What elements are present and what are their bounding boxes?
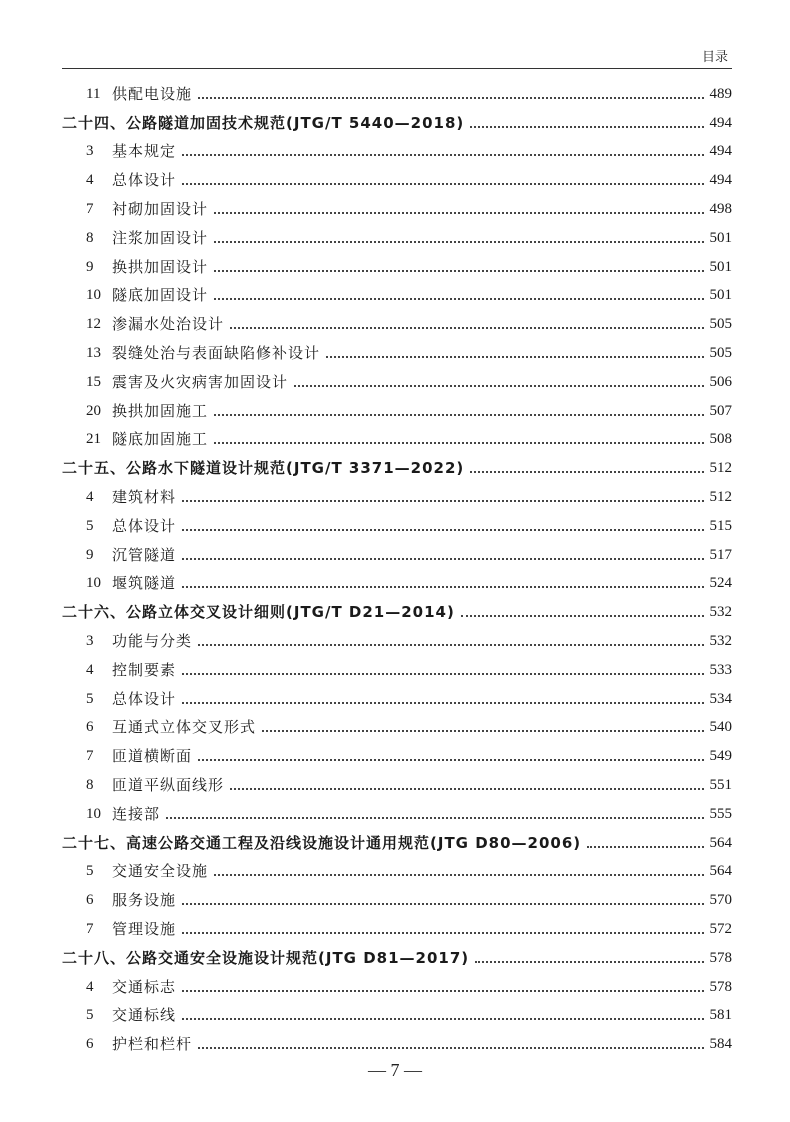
toc-entry-title: 交通安全设施	[112, 862, 209, 881]
toc-subsection-entry[interactable]	[62, 368, 732, 397]
toc-section-entry[interactable]	[62, 944, 732, 973]
toc-entry-title: 换拱加固设计	[112, 257, 209, 276]
toc-entry-title: 换拱加固施工	[112, 401, 209, 420]
dot-leader	[326, 355, 703, 358]
toc-entry-page: 570	[709, 892, 732, 909]
toc-subsection-entry[interactable]	[62, 195, 732, 224]
toc-entry-number: 7	[86, 748, 94, 765]
toc-entry-page: 572	[709, 921, 732, 937]
dot-leader	[182, 672, 703, 675]
dot-leader	[182, 931, 703, 934]
toc-entry-title: 隧底加固设计	[112, 286, 209, 305]
dot-leader	[182, 585, 703, 588]
toc-entry-number: 21	[86, 431, 101, 448]
toc-entry-number: 5	[86, 863, 94, 880]
toc-subsection-entry[interactable]	[62, 166, 732, 195]
toc-entry-title: 裂缝处治与表面缺陷修补设计	[112, 344, 321, 363]
toc-entry-page: 498	[709, 201, 732, 218]
toc-entry-number: 3	[86, 143, 94, 160]
toc-entry-title: 护栏和栏杆	[112, 1035, 193, 1054]
toc-entry-title: 连接部	[112, 804, 161, 823]
dot-leader	[461, 614, 704, 617]
toc-subsection-entry[interactable]	[62, 742, 732, 771]
toc-entry-title: 服务设施	[112, 891, 177, 910]
toc-subsection-entry[interactable]	[62, 570, 732, 599]
header-rule	[62, 68, 732, 69]
toc-entry-page: 581	[709, 1007, 732, 1024]
toc-entry-title: 总体设计	[112, 689, 177, 708]
toc-entry-page: 578	[709, 949, 732, 966]
dot-leader	[214, 269, 703, 272]
toc-entry-page: 517	[709, 546, 732, 563]
toc-section-entry[interactable]	[62, 598, 732, 627]
dot-leader	[214, 413, 703, 416]
toc-entry-page: 505	[709, 345, 732, 362]
toc-entry-page: 564	[709, 834, 732, 851]
dot-leader	[182, 701, 703, 704]
toc-entry-page: 532	[709, 633, 732, 650]
toc-subsection-entry[interactable]	[62, 224, 732, 253]
toc-entry-title: 衬砌加固设计	[112, 200, 209, 219]
toc-entry-title: 互通式立体交叉形式	[112, 718, 257, 737]
toc-entry-page: 494	[709, 143, 732, 160]
toc-entry-number: 10	[86, 575, 101, 592]
toc-entry-page: 501	[709, 287, 732, 304]
toc-entry-number: 11	[86, 85, 101, 102]
toc-entry-title: 注浆加固设计	[112, 228, 209, 247]
dot-leader	[470, 125, 703, 128]
dot-leader	[182, 153, 703, 156]
toc-entry-page: 584	[709, 1036, 732, 1053]
toc-subsection-entry[interactable]	[62, 310, 732, 339]
dot-leader	[214, 873, 703, 876]
toc-entry-page: 505	[709, 316, 732, 333]
dot-leader	[182, 902, 703, 905]
dot-leader	[182, 499, 703, 502]
dot-leader	[214, 297, 703, 300]
toc-entry-number: 7	[86, 201, 94, 218]
dot-leader	[198, 96, 703, 99]
toc-entry-title: 供配电设施	[112, 84, 193, 103]
toc-entry-page: 533	[709, 661, 732, 678]
dot-leader	[475, 960, 703, 963]
toc-entry-page: 507	[709, 402, 732, 419]
toc-subsection-entry[interactable]	[62, 915, 732, 944]
toc-entry-number: 13	[86, 345, 101, 362]
dot-leader	[262, 729, 703, 732]
dot-leader	[587, 845, 703, 848]
toc-entry-title: 总体设计	[112, 516, 177, 535]
toc-subsection-entry[interactable]	[62, 253, 732, 282]
toc-entry-title: 二十五、公路水下隧道设计规范(JTG/T 3371—2022)	[62, 459, 465, 478]
toc-subsection-entry[interactable]	[62, 1030, 732, 1059]
toc-entry-title: 二十八、公路交通安全设施设计规范(JTG D81—2017)	[62, 948, 470, 967]
toc-subsection-entry[interactable]	[62, 483, 732, 512]
toc-entry-page: 532	[709, 604, 732, 621]
toc-entry-page: 512	[709, 489, 732, 506]
dot-leader	[182, 1017, 703, 1020]
toc-entry-title: 渗漏水处治设计	[112, 315, 225, 334]
dot-leader	[198, 1046, 703, 1049]
toc-subsection-entry[interactable]	[62, 627, 732, 656]
toc-entry-title: 控制要素	[112, 660, 177, 679]
toc-entry-title: 堰筑隧道	[112, 574, 177, 593]
toc-subsection-entry[interactable]	[62, 282, 732, 311]
toc-subsection-entry[interactable]	[62, 858, 732, 887]
toc-entry-number: 10	[86, 287, 101, 304]
toc-entry-page: 508	[709, 431, 732, 448]
toc-entry-page: 534	[709, 690, 732, 707]
toc-entry-title: 基本规定	[112, 142, 177, 161]
toc-section-entry[interactable]	[62, 829, 732, 858]
toc-entry-page: 564	[709, 863, 732, 880]
dot-leader	[230, 326, 703, 329]
toc-entry-title: 交通标志	[112, 977, 177, 996]
toc-entry-number: 5	[86, 1007, 94, 1024]
toc-subsection-entry[interactable]	[62, 714, 732, 743]
dot-leader	[182, 528, 703, 531]
toc-entry-number: 3	[86, 633, 94, 650]
toc-entry-number: 6	[86, 1036, 94, 1053]
dot-leader	[198, 643, 703, 646]
toc-entry-number: 15	[86, 373, 101, 390]
toc-entry-number: 4	[86, 489, 94, 506]
toc-subsection-entry[interactable]	[62, 685, 732, 714]
toc-entry-number: 4	[86, 978, 94, 995]
toc-entry-page: 578	[709, 978, 732, 995]
toc-entry-page: 549	[709, 748, 732, 765]
toc-subsection-entry[interactable]	[62, 656, 732, 685]
toc-subsection-entry[interactable]	[62, 397, 732, 426]
toc-entry-page: 506	[709, 373, 732, 390]
dot-leader	[166, 816, 703, 819]
toc-entry-page: 551	[709, 777, 732, 794]
dot-leader	[470, 470, 703, 473]
toc-entry-title: 建筑材料	[112, 488, 177, 507]
dot-leader	[230, 787, 703, 790]
toc-entry-title: 二十七、高速公路交通工程及沿线设施设计通用规范(JTG D80—2006)	[62, 833, 582, 852]
toc-subsection-entry[interactable]	[62, 138, 732, 167]
toc-entry-number: 6	[86, 719, 94, 736]
toc-entry-page: 515	[709, 517, 732, 534]
toc-entry-title: 二十六、公路立体交叉设计细则(JTG/T D21—2014)	[62, 603, 455, 622]
toc-subsection-entry[interactable]	[62, 1002, 732, 1031]
toc-subsection-entry[interactable]	[62, 973, 732, 1002]
toc-entry-title: 隧底加固施工	[112, 430, 209, 449]
page-number: — 7 —	[368, 1060, 422, 1080]
toc-entry-number: 4	[86, 661, 94, 678]
toc-entry-number: 7	[86, 921, 94, 937]
toc-entry-title: 交通标线	[112, 1006, 177, 1025]
dot-leader	[182, 557, 703, 560]
toc-entry-number: 5	[86, 690, 94, 707]
toc-entry-number: 9	[86, 258, 94, 275]
toc-subsection-entry[interactable]	[62, 800, 732, 829]
dot-leader	[182, 182, 703, 185]
toc-entry-title: 震害及火灾病害加固设计	[112, 372, 289, 391]
toc-subsection-entry[interactable]	[62, 886, 732, 915]
toc-entry-title: 匝道平纵面线形	[112, 776, 225, 795]
toc-entry-title: 沉管隧道	[112, 545, 177, 564]
toc-entry-page: 524	[709, 575, 732, 592]
toc-entry-number: 9	[86, 546, 94, 563]
toc-entry-page: 555	[709, 805, 732, 822]
dot-leader	[214, 240, 703, 243]
toc-entry-page: 540	[709, 719, 732, 736]
toc-subsection-entry[interactable]	[62, 541, 732, 570]
toc-entry-number: 8	[86, 229, 94, 246]
toc-entry-number: 8	[86, 777, 94, 794]
toc-section-entry[interactable]	[62, 454, 732, 483]
toc-entry-page: 512	[709, 460, 732, 477]
dot-leader	[294, 384, 703, 387]
dot-leader	[214, 211, 703, 214]
toc-subsection-entry[interactable]	[62, 771, 732, 800]
header-label: 目录	[701, 50, 728, 65]
toc-entry-page: 494	[709, 172, 732, 189]
toc-entry-number: 20	[86, 402, 101, 419]
toc-subsection-entry[interactable]	[62, 80, 732, 109]
toc-entry-number: 5	[86, 517, 94, 534]
toc-entry-page: 501	[709, 258, 732, 275]
toc-entry-number: 6	[86, 892, 94, 909]
toc-entry-title: 功能与分类	[112, 632, 193, 651]
toc-section-entry[interactable]	[62, 109, 732, 138]
toc-entry-title: 管理设施	[112, 920, 177, 938]
dot-leader	[214, 441, 703, 444]
table-of-contents	[62, 80, 732, 1059]
dot-leader	[198, 758, 703, 761]
toc-entry-page: 494	[709, 114, 732, 131]
dot-leader	[182, 989, 703, 992]
toc-entry-number: 10	[86, 805, 101, 822]
toc-subsection-entry[interactable]	[62, 339, 732, 368]
toc-subsection-entry[interactable]	[62, 426, 732, 455]
toc-entry-number: 12	[86, 316, 101, 333]
toc-subsection-entry[interactable]	[62, 512, 732, 541]
toc-entry-title: 匝道横断面	[112, 747, 193, 766]
toc-entry-page: 489	[709, 85, 732, 102]
toc-entry-title: 二十四、公路隧道加固技术规范(JTG/T 5440—2018)	[62, 113, 465, 132]
toc-entry-number: 4	[86, 172, 94, 189]
toc-entry-title: 总体设计	[112, 171, 177, 190]
toc-entry-page: 501	[709, 229, 732, 246]
